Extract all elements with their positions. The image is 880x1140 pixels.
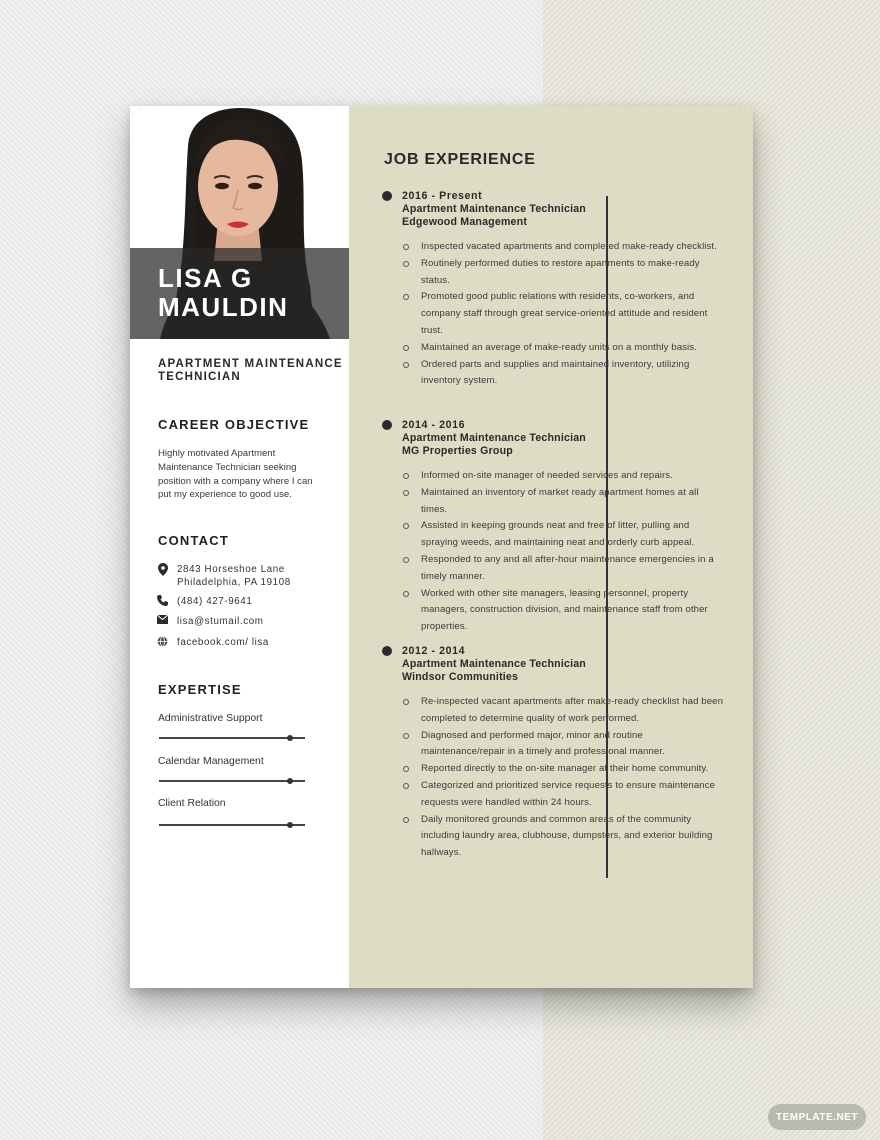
contact-email: [156, 615, 264, 628]
expertise-heading: EXPERTISE: [158, 682, 242, 697]
skill-bar: [159, 824, 305, 826]
phone-number: (484) 427-9641: [177, 596, 253, 607]
job-duty: Re-inspected vacant apartments after make-ready checklist had been completed to determine quality of work performed.: [402, 694, 724, 728]
career-objective-text: Highly motivated Apartment Maintenance Technician seeking position with a company where I can put my experience to good use.: [158, 448, 313, 501]
name-line-1: LISA G: [158, 263, 253, 293]
contact-web: [156, 636, 269, 649]
job-duty: Daily monitored grounds and common areas of the community including laundry area, clubhouse, dumpsters, and exterior building hallways.: [402, 812, 724, 862]
phone-icon: [156, 595, 169, 608]
job-dates: 2014 - 2016: [402, 419, 466, 431]
skill-label: Calendar Management: [158, 756, 264, 767]
timeline-dot: [382, 191, 392, 201]
timeline-dot: [382, 646, 392, 656]
address-line-1: 2843 Horseshoe Lane: [177, 564, 285, 575]
job-duty: Diagnosed and performed major, minor and routine maintenance/repair in a timely and professional manner.: [402, 728, 724, 762]
resume-sidebar: [130, 106, 349, 988]
job-duty: Maintained an average of make-ready units on a monthly basis.: [402, 340, 724, 357]
job-title-line-1: APARTMENT MAINTENANCE: [158, 358, 343, 370]
job-duty: Maintained an inventory of market ready apartment homes at all times.: [402, 485, 724, 519]
contact-heading: CONTACT: [158, 533, 229, 548]
job-title-line-2: TECHNICIAN: [158, 371, 241, 383]
contact-phone: [156, 595, 252, 608]
resume-page: [130, 106, 753, 988]
skill-bar: [159, 780, 305, 782]
candidate-job-title: [158, 358, 343, 384]
skill-bar: [159, 737, 305, 739]
profile-photo: [130, 106, 349, 339]
skill-level-marker: [287, 735, 293, 741]
job-duty: Informed on-site manager of needed services and repairs.: [402, 468, 724, 485]
job-role: Apartment Maintenance Technician: [402, 203, 586, 215]
skill-level-marker: [287, 778, 293, 784]
job-entry: [384, 645, 724, 862]
timeline-dot: [382, 420, 392, 430]
job-company: Windsor Communities: [402, 670, 519, 683]
job-role: Apartment Maintenance Technician: [402, 432, 586, 444]
job-duty: Promoted good public relations with residents, co-workers, and company staff through great service-oriented attitude and resident trust.: [402, 289, 724, 339]
skill-level-marker: [287, 822, 293, 828]
job-experience-heading: JOB EXPERIENCE: [384, 151, 536, 168]
location-pin-icon: [156, 563, 169, 576]
job-duties-list: [402, 694, 724, 862]
job-entry: [384, 419, 724, 636]
job-duties-list: [402, 468, 724, 636]
globe-icon: [156, 636, 169, 649]
job-duty: Worked with other site managers, leasing personnel, property managers, construction division, and maintenance staff from other properties.: [402, 586, 724, 636]
career-objective-heading: CAREER OBJECTIVE: [158, 417, 310, 432]
job-company: Edgewood Management: [402, 215, 528, 228]
skill-label: Administrative Support: [158, 713, 263, 724]
candidate-name: [158, 264, 348, 322]
job-duty: Inspected vacated apartments and completed make-ready checklist.: [402, 239, 724, 256]
address-line-2: Philadelphia, PA 19108: [177, 577, 291, 588]
email-address: lisa@stumail.com: [177, 616, 264, 627]
template-net-badge[interactable]: TEMPLATE.NET: [768, 1104, 866, 1130]
contact-address: [156, 563, 291, 589]
job-duty: Reported directly to the on-site manager at their home community.: [402, 761, 724, 778]
job-dates: 2016 - Present: [402, 190, 483, 202]
job-duties-list: [402, 239, 724, 390]
job-duty: Ordered parts and supplies and maintained inventory, utilizing inventory system.: [402, 357, 724, 391]
job-duty: Assisted in keeping grounds neat and free of litter, pulling and spraying weeds, and maintaining neat and orderly curb appeal.: [402, 518, 724, 552]
job-dates: 2012 - 2014: [402, 645, 466, 657]
job-company: MG Properties Group: [402, 444, 513, 457]
job-entry: [384, 190, 724, 390]
job-role: Apartment Maintenance Technician: [402, 658, 586, 670]
resume-main: [349, 106, 753, 988]
job-duty: Responded to any and all after-hour maintenance emergencies in a timely manner.: [402, 552, 724, 586]
name-line-2: MAULDIN: [158, 292, 289, 322]
mail-icon: [156, 615, 169, 628]
web-address: facebook.com/ lisa: [177, 637, 269, 648]
job-duty: Categorized and prioritized service requests to ensure maintenance requests were handled within 24 hours.: [402, 778, 724, 812]
job-duty: Routinely performed duties to restore apartments to make-ready status.: [402, 256, 724, 290]
skill-label: Client Relation: [158, 798, 226, 809]
